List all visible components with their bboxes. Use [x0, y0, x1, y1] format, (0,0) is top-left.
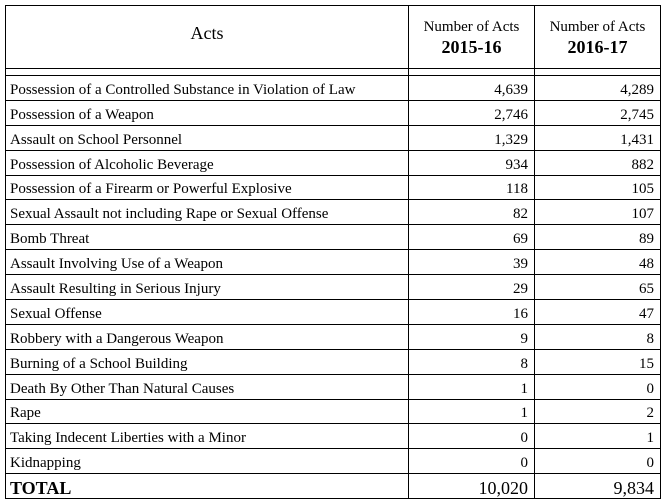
table-row [6, 200, 661, 225]
header-2016-17-year: 2016-17 [567, 37, 628, 57]
table-body [6, 69, 661, 474]
header-2015-16-year: 2015-16 [441, 37, 502, 57]
table-row [6, 424, 661, 449]
table-row [6, 449, 661, 474]
count-2015-16-cell: 4,639 [409, 76, 535, 101]
table-row [6, 374, 661, 399]
table-row [6, 300, 661, 325]
act-name-cell: Possession of Alcoholic Beverage [6, 150, 409, 175]
act-name-cell: Assault Involving Use of a Weapon [6, 250, 409, 275]
total-label: TOTAL [6, 474, 409, 499]
total-2015-16: 10,020 [409, 474, 535, 499]
count-2016-17-cell: 105 [535, 175, 661, 200]
act-name-cell: Taking Indecent Liberties with a Minor [6, 424, 409, 449]
act-name-cell: Robbery with a Dangerous Weapon [6, 324, 409, 349]
count-2015-16-cell: 0 [409, 449, 535, 474]
table-row [6, 324, 661, 349]
count-2016-17-cell: 89 [535, 225, 661, 250]
table-row [6, 250, 661, 275]
table-row [6, 100, 661, 125]
act-name-cell: Kidnapping [6, 449, 409, 474]
count-2016-17-cell: 15 [535, 349, 661, 374]
spacer-cell [6, 69, 409, 76]
header-2015-16-label: Number of Acts [423, 19, 520, 35]
count-2015-16-cell: 1,329 [409, 125, 535, 150]
act-name-cell: Rape [6, 399, 409, 424]
count-2015-16-cell: 69 [409, 225, 535, 250]
count-2016-17-cell: 2 [535, 399, 661, 424]
count-2015-16-cell: 16 [409, 300, 535, 325]
act-name-cell: Possession of a Controlled Substance in Violation of Law [6, 76, 409, 101]
table-row [6, 225, 661, 250]
act-name-cell: Death By Other Than Natural Causes [6, 374, 409, 399]
count-2015-16-cell: 0 [409, 424, 535, 449]
header-row [6, 6, 661, 69]
count-2015-16-cell: 2,746 [409, 100, 535, 125]
count-2015-16-cell: 934 [409, 150, 535, 175]
count-2016-17-cell: 4,289 [535, 76, 661, 101]
table-row [6, 399, 661, 424]
count-2016-17-cell: 47 [535, 300, 661, 325]
count-2016-17-cell: 65 [535, 275, 661, 300]
table-row [6, 125, 661, 150]
total-2016-17: 9,834 [535, 474, 661, 499]
table-row [6, 275, 661, 300]
count-2015-16-cell: 39 [409, 250, 535, 275]
act-name-cell: Possession of a Weapon [6, 100, 409, 125]
header-2015-16 [409, 6, 535, 69]
table-row [6, 349, 661, 374]
table-row [6, 150, 661, 175]
act-name-cell: Burning of a School Building [6, 349, 409, 374]
act-name-cell: Assault on School Personnel [6, 125, 409, 150]
act-name-cell: Bomb Threat [6, 225, 409, 250]
count-2016-17-cell: 0 [535, 449, 661, 474]
header-2016-17-label: Number of Acts [549, 19, 646, 35]
header-acts: Acts [6, 6, 409, 69]
spacer-cell [535, 69, 661, 76]
count-2016-17-cell: 1 [535, 424, 661, 449]
count-2015-16-cell: 8 [409, 349, 535, 374]
count-2015-16-cell: 82 [409, 200, 535, 225]
count-2015-16-cell: 1 [409, 374, 535, 399]
count-2015-16-cell: 118 [409, 175, 535, 200]
count-2016-17-cell: 1,431 [535, 125, 661, 150]
table-row [6, 76, 661, 101]
count-2016-17-cell: 0 [535, 374, 661, 399]
acts-table [5, 5, 661, 499]
act-name-cell: Possession of a Firearm or Powerful Explosive [6, 175, 409, 200]
table-row [6, 175, 661, 200]
count-2016-17-cell: 2,745 [535, 100, 661, 125]
count-2015-16-cell: 1 [409, 399, 535, 424]
count-2016-17-cell: 8 [535, 324, 661, 349]
header-2016-17 [535, 6, 661, 69]
count-2015-16-cell: 29 [409, 275, 535, 300]
act-name-cell: Sexual Offense [6, 300, 409, 325]
count-2016-17-cell: 48 [535, 250, 661, 275]
count-2016-17-cell: 882 [535, 150, 661, 175]
spacer-cell [409, 69, 535, 76]
count-2015-16-cell: 9 [409, 324, 535, 349]
spacer-row [6, 69, 661, 76]
count-2016-17-cell: 107 [535, 200, 661, 225]
act-name-cell: Sexual Assault not including Rape or Sexual Offense [6, 200, 409, 225]
act-name-cell: Assault Resulting in Serious Injury [6, 275, 409, 300]
total-row [6, 474, 661, 499]
